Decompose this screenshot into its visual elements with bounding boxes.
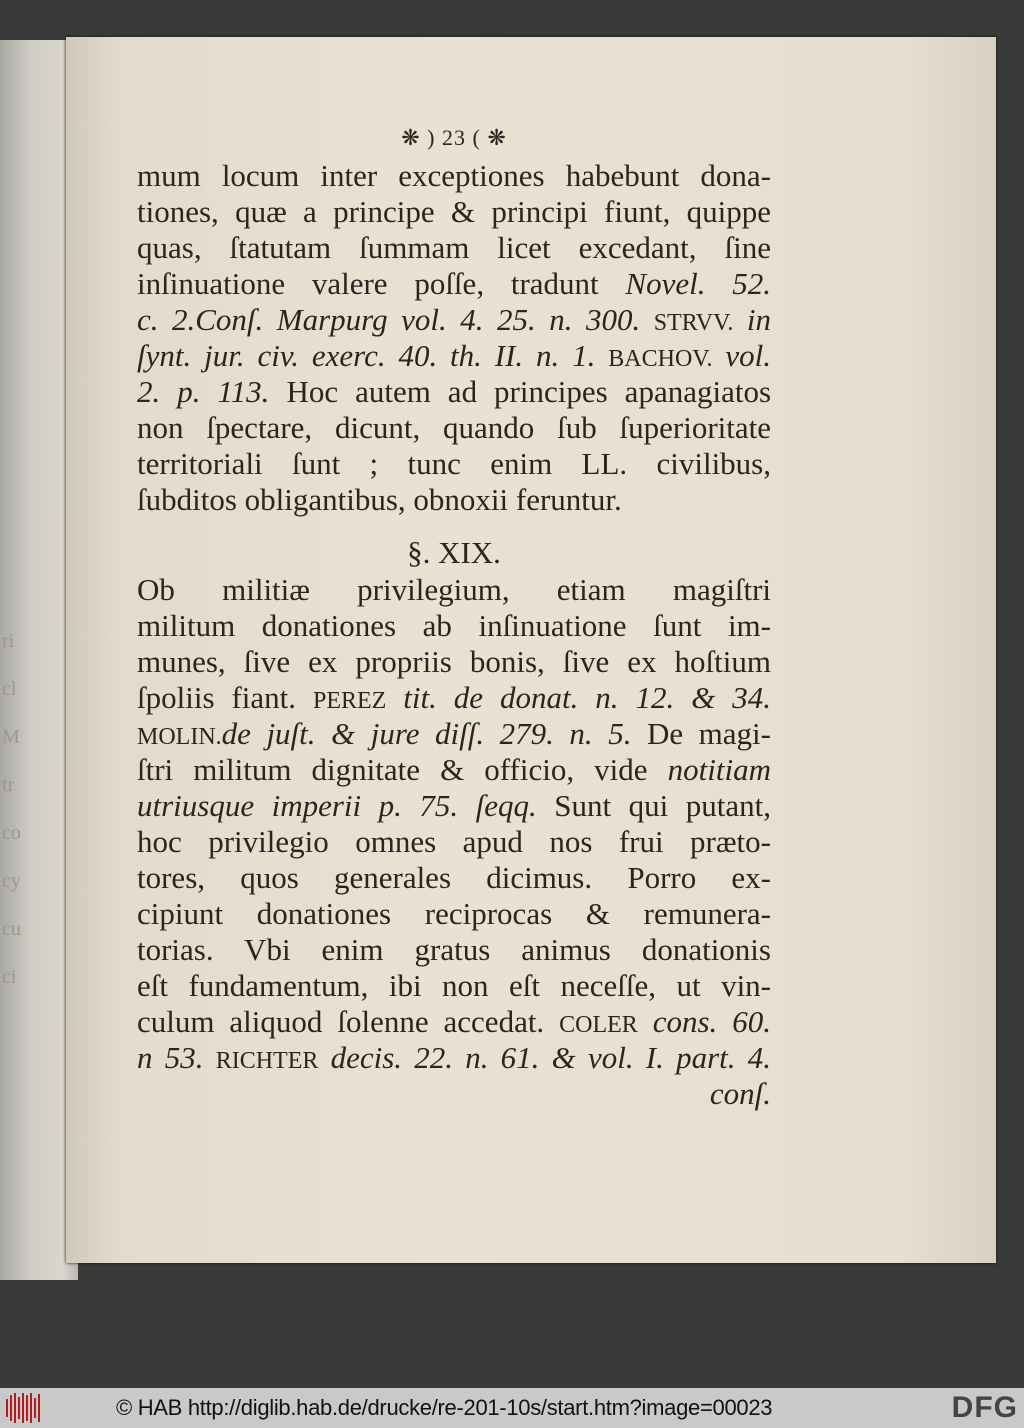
text-line: [137, 788, 771, 824]
text-line: [137, 572, 771, 608]
running-head: ❋ ) 23 ( ❋: [401, 125, 507, 150]
body-text: tores, quos generales dicimus. Porro ex-: [137, 860, 771, 895]
body-text: culum aliquod ſolenne accedat.: [137, 1004, 560, 1039]
author-citation: PEREZ: [312, 688, 387, 714]
citation-text: Novel.: [625, 266, 706, 301]
body-text: ſtri militum dignitate & officio, vide: [137, 752, 668, 787]
citation-text: de juſt. & jure diſſ. 279. n. 5.: [221, 716, 647, 751]
text-line: [137, 860, 771, 896]
facing-page-text-fragment: M: [2, 726, 20, 748]
facing-page-text-fragment: ci: [2, 966, 17, 988]
hab-logo-icon: [6, 1392, 44, 1424]
citation-text: 2. p. 113.: [137, 374, 287, 409]
body-text: Hoc autem ad principes apanagiatos: [286, 374, 772, 409]
citation-text: cons. 60.: [637, 1004, 771, 1039]
body-text: mum locum inter exceptiones habebunt dona-: [137, 158, 771, 193]
facing-page-text-fragment: tr: [2, 774, 15, 796]
body-text: eſt fundamentum, ibi non eſt neceſſe, ut vin-: [137, 968, 771, 1003]
facing-page-text-fragment: cy: [2, 870, 21, 892]
body-text: quas, ſtatutam ſummam licet excedant, ſine: [137, 230, 771, 265]
dfg-logo: DFG: [951, 1391, 1018, 1424]
text-line: [137, 1004, 771, 1040]
text-line: [137, 194, 771, 230]
body-text: ſpoliis fiant.: [137, 680, 313, 715]
text-line: [137, 230, 771, 266]
body-text: cipiunt donationes reciprocas & remunera-: [137, 896, 771, 931]
text-line: [137, 824, 771, 860]
body-text: De magi-: [647, 716, 771, 751]
text-line: [137, 644, 771, 680]
catchword: conſ.: [709, 1076, 771, 1111]
citation-text: notitiam: [667, 752, 771, 787]
facing-page-text-fragment: cl: [2, 678, 17, 700]
text-line: [137, 932, 771, 968]
text-line: [137, 1040, 771, 1076]
page-text: [137, 118, 771, 1112]
text-line: [137, 410, 771, 446]
body-text: Sunt qui putant,: [554, 788, 771, 823]
text-line: [137, 608, 771, 644]
citation-text: vol.: [712, 338, 771, 373]
text-line: [137, 338, 771, 374]
text-line: [137, 968, 771, 1004]
text-line: [137, 482, 771, 518]
citation-text: utriusque imperii p. 75. ſeqq.: [137, 788, 555, 823]
facing-page-text-fragment: cu: [2, 918, 21, 940]
body-text: Ob militiæ privilegium, etiam magiſtri: [137, 572, 771, 607]
author-citation: COLER: [559, 1012, 638, 1038]
footer-bar: [0, 1388, 1024, 1428]
citation-text: tit. de donat. n. 12. & 34.: [386, 680, 771, 715]
body-text: militum donationes ab inſinuatione ſunt im-: [137, 608, 771, 643]
copyright-link[interactable]: © HAB http://diglib.hab.de/drucke/re-201-10s/start.htm?image=00023: [116, 1395, 773, 1420]
body-text: torias. Vbi enim gratus animus donationis: [137, 932, 771, 967]
facing-page-text-fragment: co: [2, 822, 21, 844]
citation-text: in: [733, 302, 771, 337]
facing-page-text-fragment: ri: [2, 630, 15, 652]
section-heading: §. XIX.: [407, 535, 501, 570]
body-text: tiones, quæ a principe & principi fiunt, quippe: [137, 194, 771, 229]
body-text: non ſpectare, dicunt, quando ſub ſuperioritate: [137, 410, 771, 445]
body-text: inſinuatione valere poſſe, tradunt: [137, 266, 626, 301]
citation-text: c. 2.Conſ. Marpurg vol. 4. 25. n. 300.: [137, 302, 654, 337]
paragraph-2: [137, 572, 771, 1076]
body-text: ſubditos obligantibus, obnoxii feruntur.: [137, 482, 622, 517]
text-line: [137, 446, 771, 482]
text-line: [137, 266, 771, 302]
author-citation: BACHOV.: [608, 346, 713, 372]
text-line: [137, 374, 771, 410]
author-citation: STRVV.: [653, 310, 734, 336]
text-line: [137, 896, 771, 932]
text-line: [137, 158, 771, 194]
body-text: territoriali ſunt ; tunc enim LL. civilibus,: [137, 446, 771, 481]
text-line: [137, 680, 771, 716]
citation-text: n 53.: [137, 1040, 216, 1075]
citation-text: 52.: [705, 266, 772, 301]
author-citation: RICHTER: [215, 1048, 319, 1074]
body-text: munes, ſive ex propriis bonis, ſive ex hoſtium: [137, 644, 771, 679]
citation-text: ſynt. jur. civ. exerc. 40. th. II. n. 1.: [137, 338, 609, 373]
text-line: [137, 752, 771, 788]
author-citation: MOLIN.: [137, 724, 222, 750]
text-line: [137, 716, 771, 752]
citation-text: decis. 22. n. 61. & vol. I. part. 4.: [318, 1040, 771, 1075]
body-text: hoc privilegio omnes apud nos frui præto-: [137, 824, 771, 859]
paragraph-1: [137, 158, 771, 518]
text-line: [137, 302, 771, 338]
